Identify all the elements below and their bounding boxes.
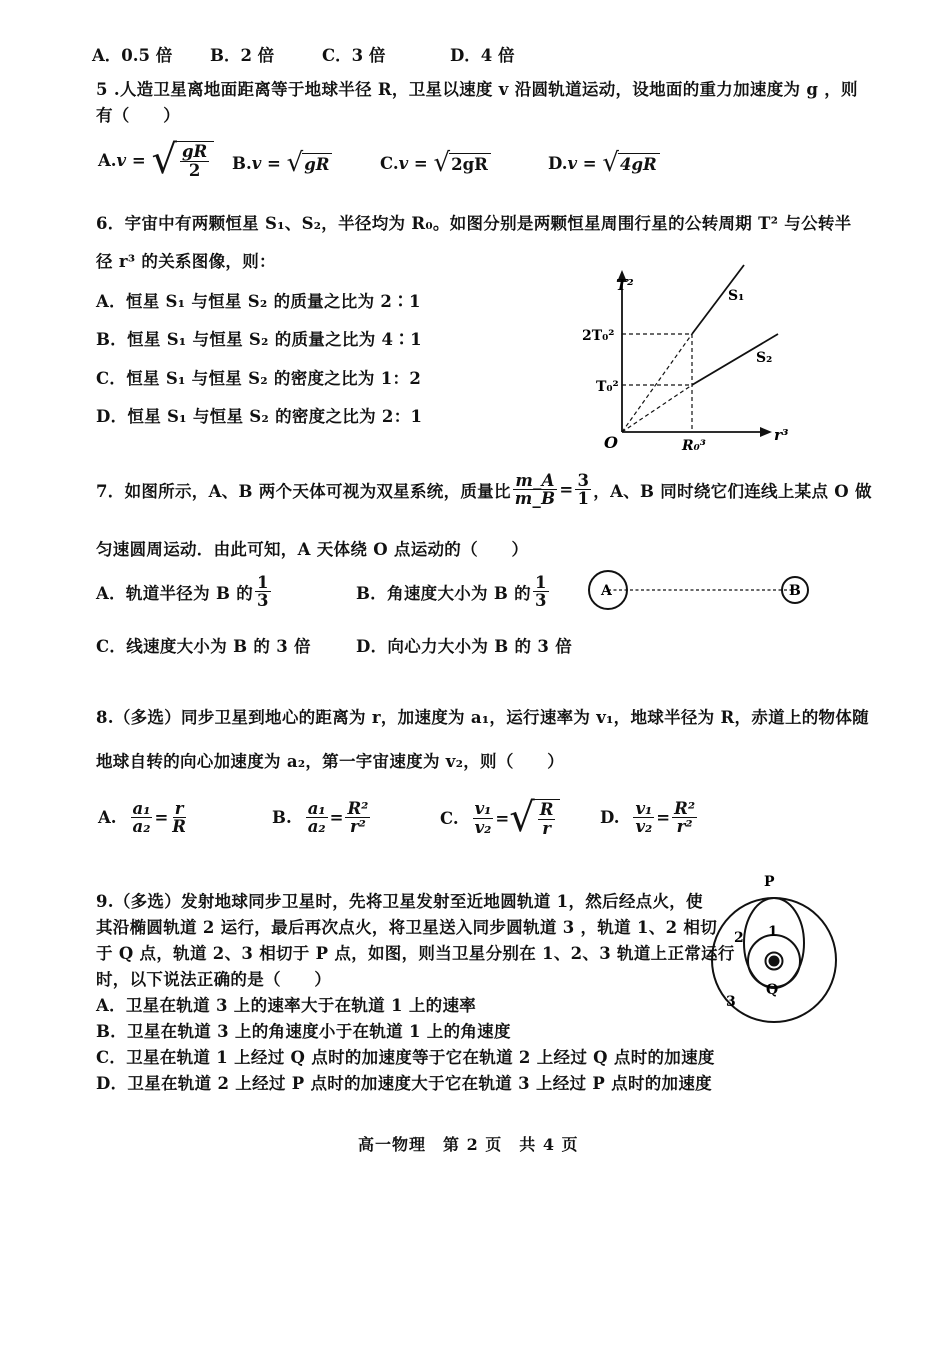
q6-origin-label: O [604, 433, 618, 452]
q9-stem-line4: 时，以下说法正确的是（ ） [96, 970, 332, 989]
q7-option-b-num: 1 [534, 573, 547, 592]
q5-option-b-label: B. [232, 153, 252, 173]
q6-option-a: A．恒星 S₁ 与恒星 S₂ 的质量之比为 2∶1 [96, 292, 421, 311]
q5-option-c-label: C. [380, 153, 399, 173]
q9-stem-line1: 9.（多选）发射地球同步卫星时，先将卫星发射至近地圆轨道 1，然后经点火，使 [96, 892, 703, 911]
q4-option-a: A．0.5 倍 [92, 46, 173, 65]
q5-option-a-num: gR [181, 142, 208, 162]
q5-option-b-radicand: gR [302, 153, 332, 174]
q6-x-arrow-icon [760, 427, 772, 437]
q5-option-b: B. v = √ gR [232, 150, 332, 176]
q8-option-d: D. $\frac{\text{v₁}}{\text{v₂}}$ = $\frac{\text{R²}}{\text{r²}}$ [600, 799, 696, 837]
q5-option-d-eq: = [577, 153, 603, 173]
q5-option-d-label: D. [548, 153, 568, 173]
q8-option-b-rden: r² [349, 817, 366, 837]
q7-stem-post: ，A、B 同时绕它们连线上某点 O 做 [593, 481, 872, 501]
q8-stem-line1: 8.（多选）同步卫星到地心的距离为 r，加速度为 a₁，运行速率为 v₁，地球半径为 R，赤道上的物体随 [96, 708, 869, 727]
q9-orbit-2 [744, 898, 804, 988]
q9-option-b: B．卫星在轨道 3 上的角速度小于在轨道 1 上的角速度 [96, 1022, 511, 1041]
q5-option-a-eq: = [126, 150, 152, 170]
q7-option-c: C．线速度大小为 B 的 3 倍 [96, 637, 311, 656]
q8-option-c: C. $\frac{\text{v₁}}{\text{v₂}}$ = √ $\frac{R}{r}$ [440, 798, 560, 838]
q5-option-c: C. v = √ 2gR [380, 150, 491, 176]
q7-binary-diagram [584, 566, 816, 614]
q5-option-a-label: A. [98, 150, 117, 170]
q8-option-b-lden: a₂ [307, 817, 326, 837]
q8-option-a-rnum: r [174, 799, 184, 818]
q8-option-a-rden: R [172, 817, 187, 837]
q5-option-c-var: v [398, 153, 409, 173]
q7-option-b-den: 3 [534, 591, 547, 611]
q6-y-label: T² [616, 276, 634, 294]
q8-option-d-lnum: v₁ [635, 799, 653, 818]
q5-stem-line2: 有（ ） [96, 106, 180, 125]
q8-option-c-lden: v₂ [474, 817, 492, 837]
q9-label-p: P [764, 874, 775, 890]
q9-label-orbit-3: 3 [726, 994, 736, 1010]
q6-option-b: B．恒星 S₁ 与恒星 S₂ 的质量之比为 4∶1 [96, 330, 422, 349]
q7-option-a-num: 1 [257, 573, 269, 592]
q5-option-b-eq: = [261, 153, 287, 173]
q9-option-d: D．卫星在轨道 2 上经过 P 点时的加速度大于它在轨道 3 上经过 P 点时的加速度 [96, 1074, 712, 1093]
q7-ratio-val-den: 1 [577, 489, 590, 509]
q8-option-c-lnum: v₁ [474, 799, 492, 819]
q9-label-q: Q [766, 982, 779, 998]
q7-option-a [96, 574, 273, 610]
q9-option-c: C．卫星在轨道 1 上经过 Q 点时的加速度等于它在轨道 2 上经过 Q 点时的加速度 [96, 1048, 715, 1067]
q7-option-d: D．向心力大小为 B 的 3 倍 [356, 637, 573, 656]
q6-option-c: C．恒星 S₁ 与恒星 S₂ 的密度之比为 1：2 [96, 369, 422, 388]
q6-label-s2: S₂ [756, 350, 773, 366]
q6-x-tick: R₀³ [682, 438, 706, 454]
q8-option-c-rden: r [542, 818, 551, 838]
q7-option-a-text: A．轨道半径为 B 的 [96, 583, 254, 603]
q5-option-b-var: v [251, 153, 262, 173]
q8-option-d-rden: r² [676, 817, 693, 837]
q6-stem-line2: 径 r³ 的关系图像，则： [96, 252, 276, 271]
q7-body-b-label: B [789, 583, 801, 599]
q8-option-a-lnum: a₁ [132, 799, 151, 818]
q8-option-b-label: B. [272, 808, 292, 828]
q7-ratio-den: m_B [514, 489, 556, 509]
q7-stem-pre: 7．如图所示，A、B 两个天体可视为双星系统，质量比 [96, 481, 511, 501]
q9-stem-line2: 其沿椭圆轨道 2 运行，最后再次点火，将卫星送入同步圆轨道 3 ，轨道 1、2 相切 [96, 918, 717, 937]
q5-option-d: D. v = √ 4gR [548, 150, 660, 176]
q5-option-c-radicand: 2gR [449, 153, 491, 174]
q6-graph [580, 262, 800, 460]
q8-option-d-label: D. [600, 808, 620, 828]
q6-y-tick-low: T₀² [596, 379, 619, 395]
q5-stem-line1: 5 .人造卫星离地面距离等于地球半径 R，卫星以速度 v 沿圆轨道运动，设地面的重力加速度为 g ，则 [96, 80, 858, 99]
q8-option-b-rnum: R² [347, 799, 369, 818]
q5-option-a-sqrt: √ $\frac{gR}{2}$ [151, 140, 214, 180]
q7-ratio-num: m_A [515, 471, 555, 490]
q5-option-d-radicand: 4gR [618, 153, 660, 174]
q8-option-a-label: A. [98, 808, 117, 828]
q9-orbit-diagram [706, 870, 846, 1030]
q5-option-a-den: 2 [188, 160, 201, 180]
q5-option-c-eq: = [408, 153, 434, 173]
page-footer: 高一物理 第 2 页 共 4 页 [358, 1135, 579, 1154]
q9-option-a: A．卫星在轨道 3 上的速率大于在轨道 1 上的速率 [96, 996, 477, 1015]
q4-option-c: C．3 倍 [322, 46, 386, 65]
q6-x-label: r³ [774, 426, 789, 444]
q7-ratio-val-num: 3 [577, 471, 590, 490]
q8-option-b-lnum: a₁ [307, 799, 326, 818]
q7-option-a-den: 3 [257, 591, 269, 611]
q6-label-s1: S₁ [728, 288, 745, 304]
q8-option-b: B. $\frac{\text{a₁}}{\text{a₂}}$ = $\frac{\text{R²}}{\text{r²}}$ [272, 799, 369, 837]
q7-body-a-label: A [601, 583, 612, 599]
q8-option-d-rnum: R² [674, 799, 696, 818]
q9-earth-icon [769, 956, 780, 967]
q7-mass-ratio [513, 472, 558, 508]
q6-dash-s2 [622, 385, 692, 432]
q4-option-b: B．2 倍 [210, 46, 275, 65]
q7-stem-line1: 7．如图所示，A、B 两个天体可视为双星系统，质量比 $\frac{m\_A}{m\_B}$ = $\frac{3}{1}$ ，A、B 同时绕它们连线上某点 O 做 [96, 471, 872, 509]
q8-option-d-lden: v₂ [635, 817, 653, 837]
q7-option-b [356, 574, 551, 610]
q7-option-b-text: B．角速度大小为 B 的 [356, 583, 531, 603]
q8-option-c-rnum: R [539, 800, 554, 820]
q8-stem-line2: 地球自转的向心加速度为 a₂，第一宇宙速度为 v₂，则（ ） [96, 752, 565, 771]
q7-stem-line2: 匀速圆周运动．由此可知，A 天体绕 O 点运动的（ ） [96, 540, 529, 559]
q5-option-a-var: v [116, 150, 127, 170]
q8-option-c-label: C. [440, 808, 459, 828]
q9-label-orbit-1: 1 [768, 924, 778, 940]
q8-option-a-lden: a₂ [132, 817, 151, 837]
q9-label-orbit-2: 2 [734, 930, 744, 946]
q5-option-d-var: v [567, 153, 578, 173]
q6-y-tick-high: 2T₀² [582, 328, 615, 344]
q6-option-d: D．恒星 S₁ 与恒星 S₂ 的密度之比为 2：1 [96, 407, 423, 426]
q4-option-d: D．4 倍 [450, 46, 515, 65]
q5-option-a [98, 137, 214, 183]
q7-ratio-value [575, 472, 591, 508]
q6-dash-s1 [622, 334, 692, 432]
q6-stem-line1: 6．宇宙中有两颗恒星 S₁、S₂，半径均为 R₀。如图分别是两颗恒星周围行星的公转周期 T² 与公转半 [96, 214, 852, 233]
q8-option-a: A. $\frac{\text{a₁}}{\text{a₂}}$ = $\frac{r}{R}$ [98, 799, 187, 837]
q9-stem-line3: 于 Q 点，轨道 2、3 相切于 P 点，如图，则当卫星分别在 1、2、3 轨道上正常运行 [96, 944, 735, 963]
